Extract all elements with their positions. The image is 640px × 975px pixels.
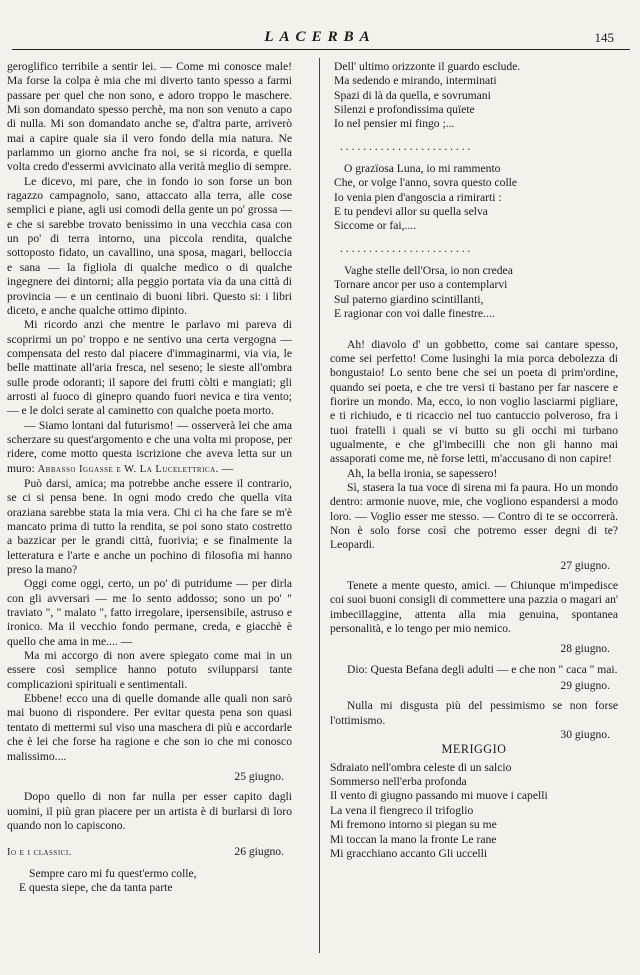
poem-block bbox=[330, 761, 618, 861]
paragraph bbox=[7, 419, 292, 477]
verse-line: Silenzi e profondissima quïete bbox=[334, 103, 475, 117]
verse-line: Vaghe stelle dell'Orsa, io non credea bbox=[344, 264, 513, 278]
verse-line: Che, or volge l'anno, sovra questo colle bbox=[334, 176, 518, 190]
verse-line: Ma sedendo e mirando, interminati bbox=[334, 74, 497, 88]
paragraph: Ah, la bella ironia, se sapessero! bbox=[347, 466, 498, 480]
right-column bbox=[330, 60, 618, 861]
spacer bbox=[330, 132, 618, 140]
verse-block bbox=[330, 162, 618, 234]
poem-line: Sdraiato nell'ombra celeste di un salcio bbox=[330, 760, 512, 774]
paragraph-text: — Siamo lontani dal futurismo! — osserverà lei che ama scherzare su quest'argomento e che una volta mi propose, per ridere, come motto questa iscrizione che aveva letta sur un muro: bbox=[7, 418, 292, 475]
journal-title: LACERBA bbox=[264, 29, 376, 45]
spacer bbox=[330, 322, 618, 338]
spacer bbox=[7, 833, 292, 845]
paragraph: Le dicevo, mi pare, che in fondo io son forse un bon ragazzo campagnolo, sano, attaccato alla terra, alle cose semplici e piane, agli usi comodi della gente un po' grossa — e che si sarebbe trovato benissimo in una vecchia casa con un po' di terra intorno, una piccola rendita, qualche sottoposto fidato, un cavallino, una sposa, magari, belloccia e sana — la figliola di qualche medico o di qualche ingegnere dei dintorni; alla peggio portata via da una città di provincia — e un centinaio di buoni libri. Questo si: i libri diceto, e anche qualche ottimo dipinto. bbox=[7, 174, 292, 317]
section-label: Io e i classici. bbox=[7, 847, 72, 859]
spacer bbox=[330, 154, 618, 162]
verse-line: Dell' ultimo orizzonte il guardo esclude. bbox=[334, 60, 521, 73]
entry-date: 30 giugno. bbox=[560, 728, 610, 742]
entry-date: 28 giugno. bbox=[560, 642, 610, 656]
wall-inscription: Abbasso Iggasse e W. La Lucelettrica. bbox=[37, 463, 219, 475]
paragraph: Dio: Questa Befana degli adulti — e che non " caca " mai. bbox=[347, 662, 618, 676]
paragraph-text: — bbox=[218, 461, 234, 475]
poem-line: Mi fremono intorno si piegan su me bbox=[330, 818, 497, 832]
verse-line: Tornare ancor per uso a contemplarvi bbox=[334, 278, 508, 292]
paragraph: Mi ricordo anzi che mentre le parlavo mi pareva di scoprirmi un po' troppo e ne sentivo una certa vergogna — compensata del resto dal piacere d'immaginarmi, via via, le belle mattinate all'aria fresca, nel seseno; le sieste all'ombra sulle prode odoranti; il sapore dei frutti còlti e mangiati; gli arrosti al fuoco di ginepro quando fuori nevica e tira vento; — e le dolci serate al caminetto con qualche poeta morto. bbox=[7, 318, 292, 418]
verse-line: Sul paterno giardino scintillanti, bbox=[334, 292, 484, 306]
paragraph: Può darsi, amica; ma potrebbe anche essere il contrario, se ci si pensa bene. In ogni modo credo che quella vita oraziana sarebbe stata la mia vera. Chi ci ha che fare se m'è mancato prima di tutto la rendita, se poi sono stato costretto a bazzicar per le grandi città, fuorivia; e se finalmente la letteratura e l'arte e anche un pochino di filosofia mi hanno preso la mano? bbox=[7, 476, 292, 577]
ellipsis-divider: . . . . . . . . . . . . . . . . . . . . . . . bbox=[340, 241, 471, 255]
paragraph: geroglifico terribile a sentir lei. — Come mi conosce male! Ma forse la colpa è mia che mi diverto tanto spesso a farmi passare per quel che non sono, e adoro troppo le maschere. Mi son domandato spesso perchè, ma non son venuto a capo di nulla. Mi son domandato anche se, d'altra parte, arriverò mai a capire quale sia il vero fondo della mia natura. Ne parlammo un giorno anche fra noi, se si ricorda, e quella volta credo d'essermi avvicinato alla verità meglio di sempre. bbox=[7, 60, 292, 174]
header-rule bbox=[12, 49, 630, 50]
spacer bbox=[330, 234, 618, 242]
verse-line: E questa siepe, che da tanta parte bbox=[19, 880, 173, 894]
verse-line: E ragionar con voi dalle finestre.... bbox=[334, 307, 495, 321]
paragraph: Tenete a mente questo, amici. — Chiunque m'impedisce coi suoi buoni consigli di commettere una pazzia o magari an' imbecillaggine, attenta alla mia genuina, spontanea personalità, e lo tengo per mio nemico. bbox=[330, 579, 618, 636]
poem-line: Mi gracchiano accanto Gli uccelli bbox=[330, 846, 488, 860]
verse-line: O grazïosa Luna, io mi rammento bbox=[344, 162, 501, 176]
paragraph: Oggi come oggi, certo, un po' di putridume — per dirla con gli avversari — me lo sento addosso; sono un po' " traviato ", " malato ", fatto irregolare, ipersensibile, astruso e ironico. Ma il vecchio fondo permane, creda, e giacchè è quello che ama in me.... — bbox=[7, 577, 292, 648]
verse-line: Io nel pensier mi fingo ;... bbox=[334, 117, 455, 131]
verse-block bbox=[330, 60, 618, 132]
verse-block bbox=[330, 264, 618, 321]
verse-line: Spazi di là da quella, e sovrumani bbox=[334, 88, 491, 102]
entry-date: 26 giugno. bbox=[234, 845, 284, 859]
column-divider bbox=[319, 58, 320, 953]
left-column bbox=[7, 60, 292, 895]
entry-date: 25 giugno. bbox=[234, 769, 284, 783]
page-number: 145 bbox=[594, 30, 614, 45]
section-heading-row bbox=[7, 845, 292, 860]
poem-title: MERIGGIO bbox=[441, 742, 507, 757]
paragraph: Ah! diavolo d' un gobbetto, come sai cantare spesso, come sei perfetto! Come lusinghi la mia porca debolezza di bongustaio! Lo sento bene che sei un poeta di prim'ordine, quando sei poeta, e che tre versi ti bastano per far nascere e fiorire un mondo. Ma, ecco, io non voglio lasciarmi pigliare, e ti richiudo, e ti ricaccio nel tuo cantuccio polveroso, fra i tuoi fratelli i quali se vi butto su gli occhi mi turbano ugualmente, e che gl'imbecilli che non gli hanno mai assaporati come me, nè forse letti, m'accusano di non capire! bbox=[330, 337, 618, 466]
verse-line: Siccome or fai,.... bbox=[334, 219, 417, 233]
paragraph: Sì, stasera la tua voce di sirena mi fa paura. Ho un mondo dentro: armonie nuove, mie, che vogliono espandersi a modo loro. — Voglio esser me stesso. — Contro di te se occorrerà. Non è solo forse così che potremo esser degni di te? Leopardi. bbox=[330, 480, 618, 552]
paragraph: Ebbene! ecco una di quelle domande alle quali non sarò mai buono di rispondere. Per evitar questa pena son quasi tentato di mettermi sul viso una maschera di più e accordarle che è lei che forse ha ragione e che son io che mi conosco malissimo.... bbox=[7, 692, 292, 763]
verse-block bbox=[7, 867, 292, 896]
verse-line: Sempre caro mi fu quest'ermo colle, bbox=[29, 866, 197, 880]
verse-line: Io venia pien d'angoscia a rimirarti : bbox=[334, 190, 502, 204]
entry-date: 29 giugno. bbox=[560, 679, 610, 693]
poem-line: La vena il fiengreco il trifoglio bbox=[330, 803, 474, 817]
paragraph: Nulla mi disgusta più del pessimismo se non forse l'ottimismo. bbox=[330, 699, 618, 727]
entry-date: 27 giugno. bbox=[560, 558, 610, 572]
page-header bbox=[0, 27, 640, 47]
poem-line: Mi toccan la mano la fronte Le rane bbox=[330, 832, 497, 846]
verse-line: E tu pendevi allor su quella selva bbox=[334, 205, 488, 219]
poem-line: Sommerso nell'erba profonda bbox=[330, 775, 467, 789]
ellipsis-divider: . . . . . . . . . . . . . . . . . . . . . . . bbox=[340, 139, 471, 153]
spacer bbox=[330, 256, 618, 264]
paragraph: Dopo quello di non far nulla per esser capito dagli uomini, il più gran piacere per un artista è di burlarsi di loro quando non lo capiscono. bbox=[7, 790, 292, 832]
paragraph: Ma mi accorgo di non avere spiegato come mai in un essere così semplice hanno potuto svilupparsi tante complicazioni spirituali e sentimentali. bbox=[7, 649, 292, 691]
poem-line: Il vento di giugno passando mi muove i capelli bbox=[330, 789, 548, 803]
